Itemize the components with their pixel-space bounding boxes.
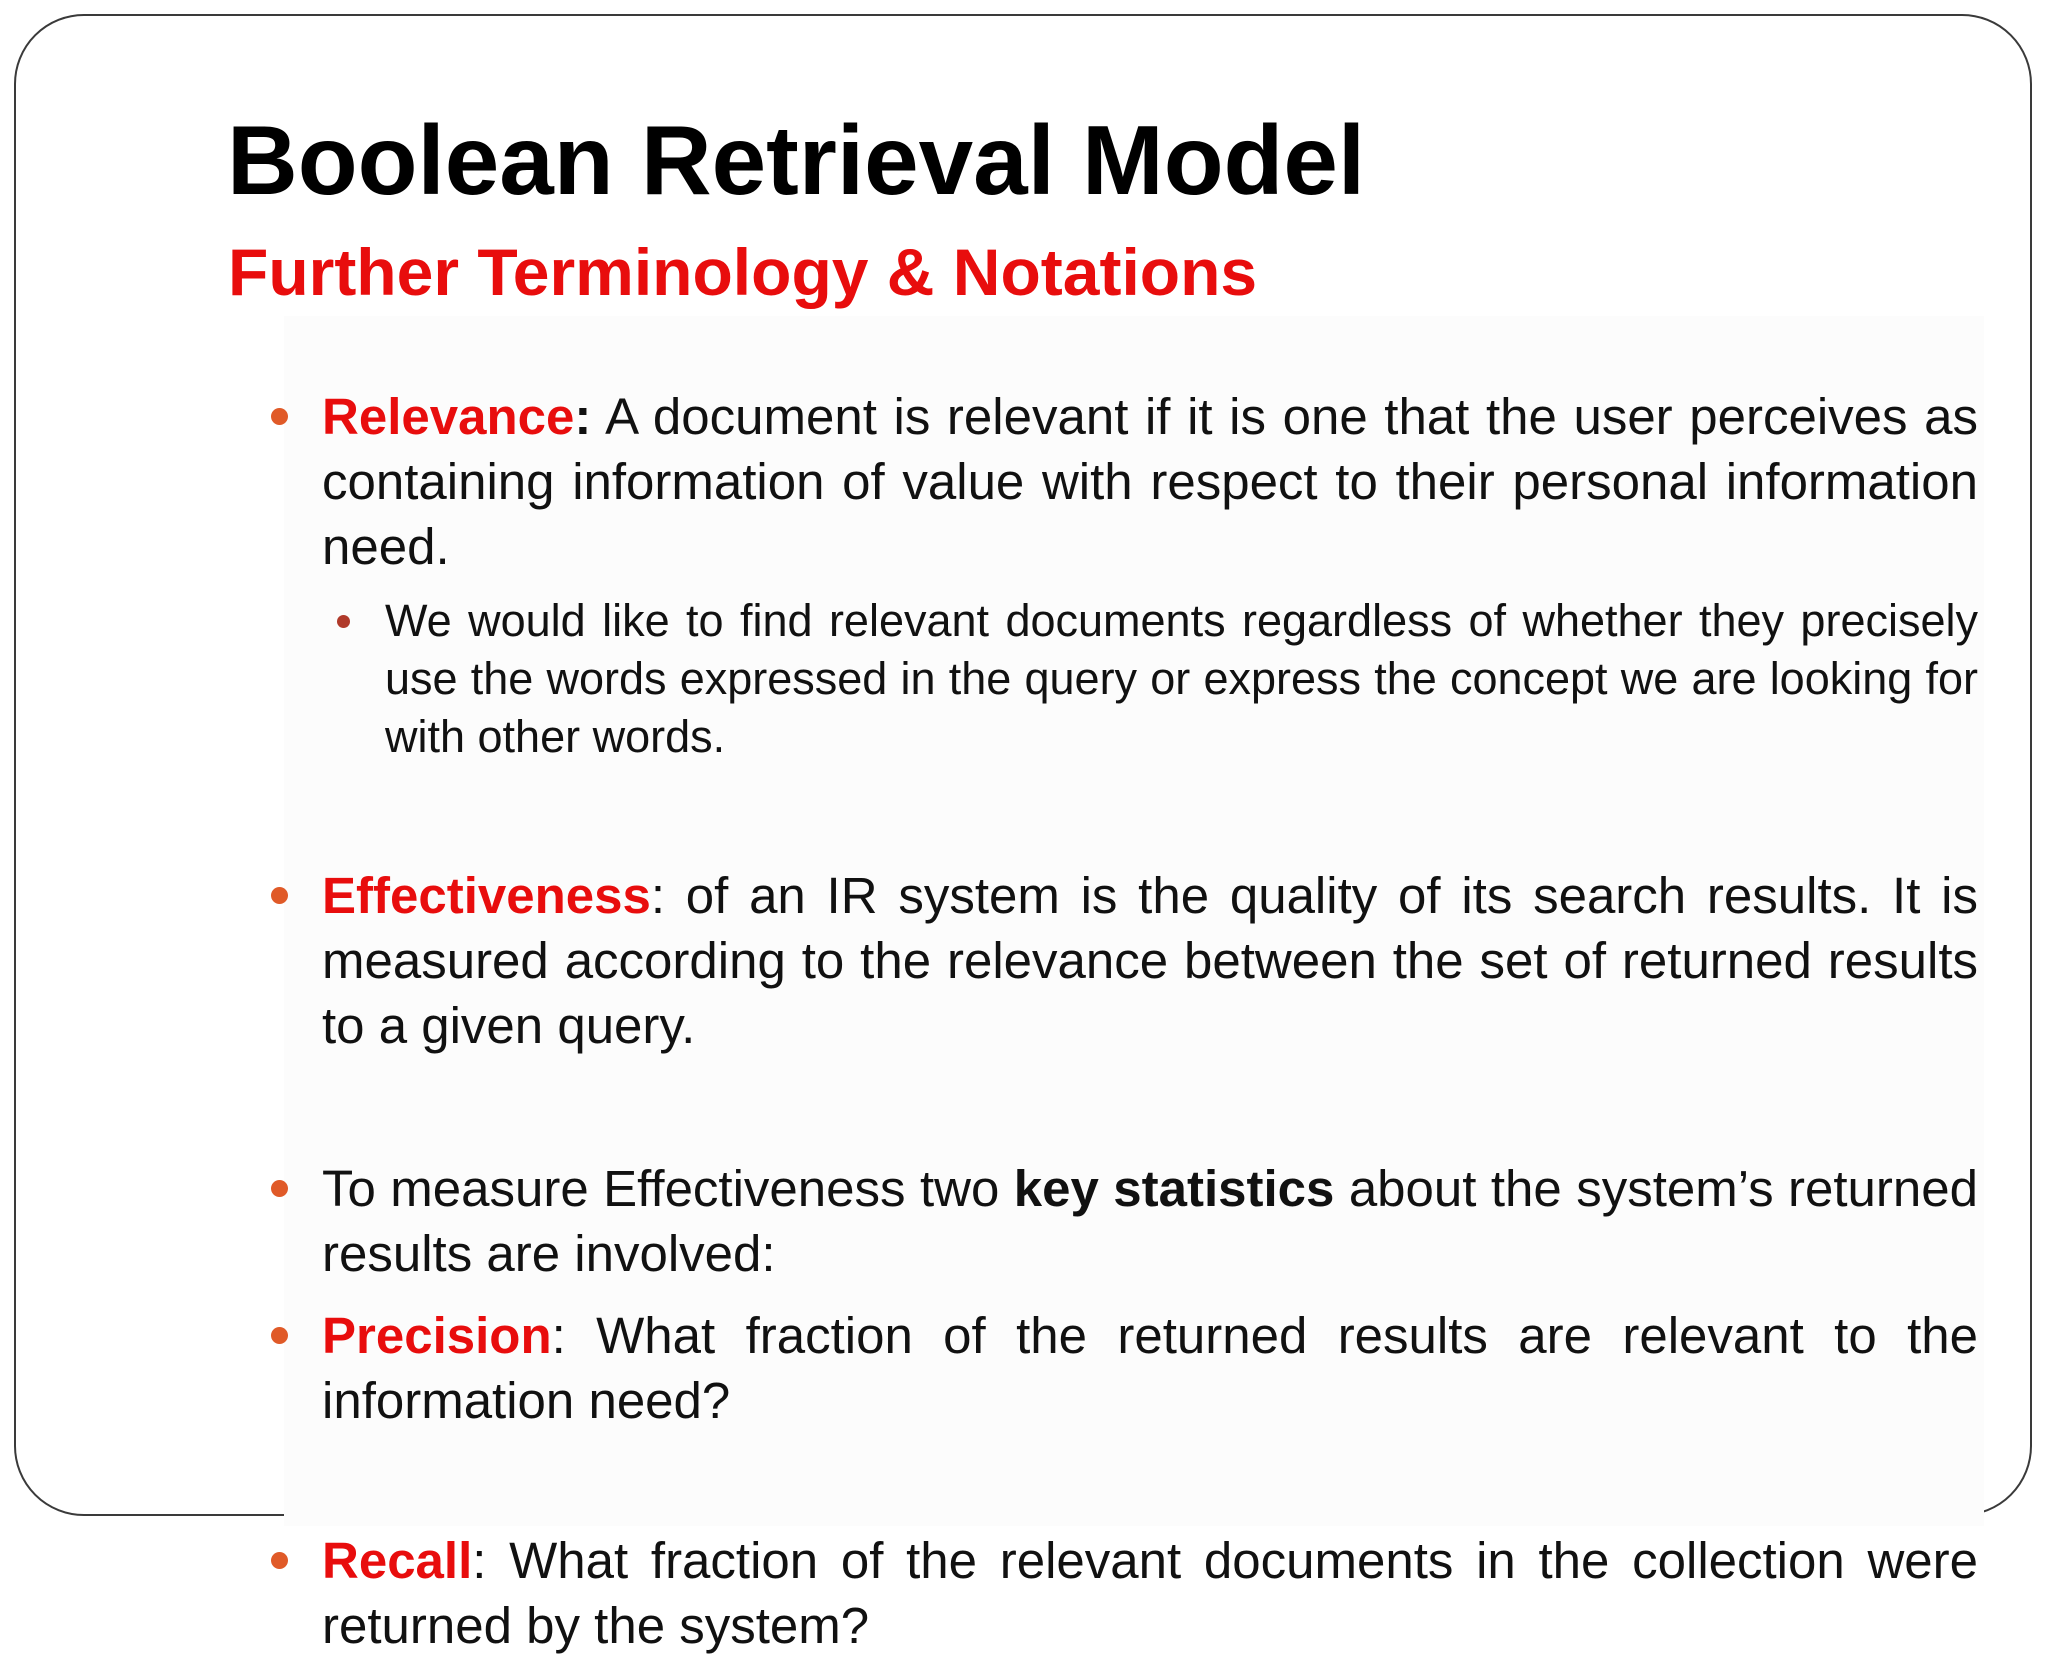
bullet-dot-icon (271, 1552, 288, 1569)
bullet-effectiveness (322, 863, 1978, 1058)
slide-subtitle: Further Terminology & Notations (228, 235, 1258, 309)
term-precision: Precision (322, 1307, 552, 1364)
term-effectiveness: Effectiveness (322, 867, 651, 924)
bullet-text-before: To measure Effectiveness two (322, 1160, 1014, 1217)
bullet-dot-icon (271, 1180, 288, 1197)
term-relevance: Relevance (322, 388, 575, 445)
slide-title: Boolean Retrieval Model (227, 105, 1366, 215)
sub-bullet-relevant-documents (385, 592, 1978, 766)
key-statistics-bold: key statistics (1013, 1160, 1335, 1217)
bullet-key-statistics (322, 1156, 1978, 1286)
term-colon: : (574, 388, 592, 445)
bullet-text: : of an IR system is the quality of its search results. It is measured according to the relevance between the set of returned results to a given query. (322, 867, 1978, 1054)
bullet-precision (322, 1303, 1978, 1433)
sub-bullet-dot-icon (337, 615, 350, 628)
slide (14, 14, 2032, 1654)
bullet-text: A document is relevant if it is one that the user perceives as containing information of value with respect to their personal information need. (322, 388, 1978, 575)
bullet-text-after: about the system’s returned results are involved: (322, 1160, 1978, 1282)
bullet-relevance (322, 384, 1978, 579)
term-recall: Recall (322, 1532, 473, 1589)
bullet-dot-icon (271, 1327, 288, 1344)
sub-bullet-text: We would like to find relevant documents regardless of whether they precisely use the words expressed in the query or express the concept we are looking for with other words. (385, 595, 1978, 762)
bullet-text: : What fraction of the returned results are relevant to the information need? (322, 1307, 1978, 1429)
bullet-dot-icon (271, 408, 288, 425)
bullet-recall (322, 1528, 1978, 1658)
bullet-text: : What fraction of the relevant documents in the collection were returned by the system? (322, 1532, 1978, 1654)
bullet-dot-icon (271, 887, 288, 904)
